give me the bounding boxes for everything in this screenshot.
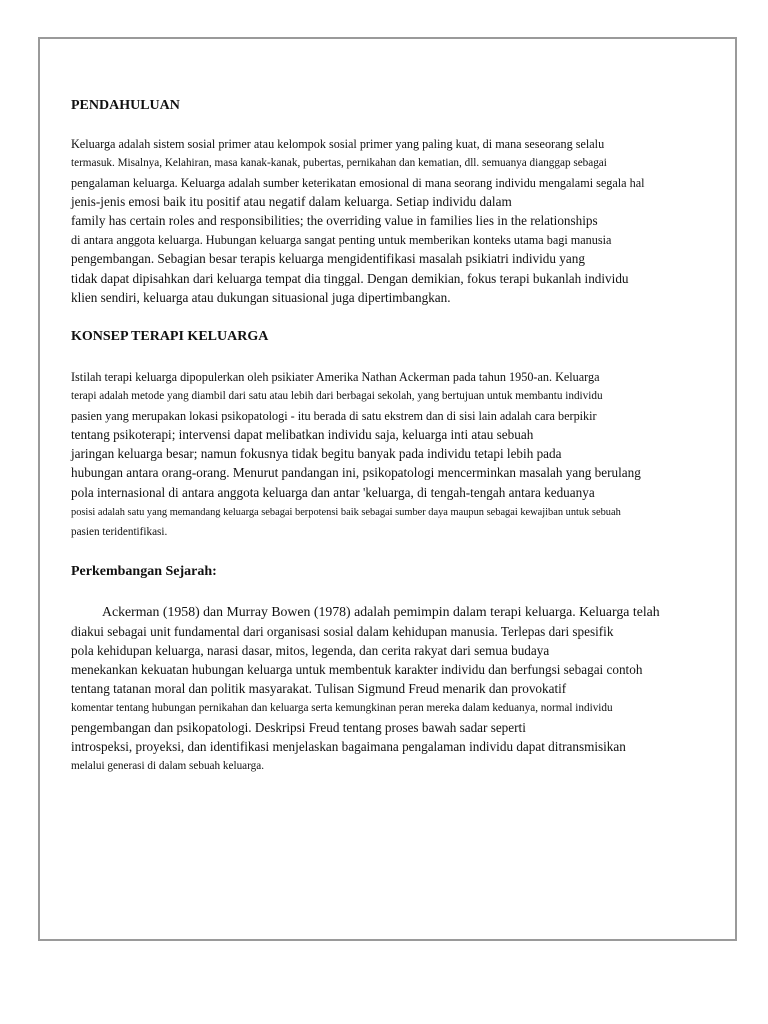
- paragraph-line: pola kehidupan keluarga, narasi dasar, mitos, legenda, dan cerita rakyat dari semua budaya: [71, 643, 550, 658]
- paragraph-line: Ackerman (1958) dan Murray Bowen (1978) adalah pemimpin dalam terapi keluarga. Keluarga telah: [102, 604, 660, 619]
- paragraph-line: pengalaman keluarga. Keluarga adalah sumber keterikatan emosional di mana seorang individu mengalami segala hal: [71, 176, 645, 190]
- paragraph-line: family has certain roles and responsibilities; the overriding value in families lies in the relationships: [71, 213, 598, 228]
- paragraph-line: di antara anggota keluarga. Hubungan keluarga sangat penting untuk memberikan konteks utama bagi manusia: [71, 233, 612, 247]
- paragraph-line: melalui generasi di dalam sebuah keluarga.: [71, 760, 265, 772]
- paragraph-line: menekankan kekuatan hubungan keluarga untuk membentuk karakter individu dan berfungsi sebagai contoh: [71, 662, 643, 677]
- paragraph-line: pengembangan. Sebagian besar terapis keluarga mengidentifikasi masalah psikiatri individu yang: [71, 251, 585, 266]
- paragraph-line: pasien teridentifikasi.: [71, 526, 168, 538]
- section-heading-konsep-terapi-keluarga: KONSEP TERAPI KELUARGA: [71, 329, 269, 344]
- paragraph-line: Istilah terapi keluarga dipopulerkan oleh psikiater Amerika Nathan Ackerman pada tahun 1950-an. Keluarga: [71, 370, 600, 384]
- paragraph-line: pengembangan dan psikopatologi. Deskripsi Freud tentang proses bawah sadar seperti: [71, 720, 526, 735]
- paragraph-line: jenis-jenis emosi baik itu positif atau negatif dalam keluarga. Setiap individu dalam: [71, 194, 512, 209]
- paragraph-line: posisi adalah satu yang memandang keluarga sebagai berpotensi baik sebagai sumber daya maupun sebagai kewajiban untuk sebuah: [71, 507, 621, 518]
- section-heading-perkembangan-sejarah: Perkembangan Sejarah:: [71, 564, 217, 579]
- section-heading-pendahuluan: PENDAHULUAN: [71, 98, 180, 113]
- paragraph-line: klien sendiri, keluarga atau dukungan situasional juga dipertimbangkan.: [71, 290, 451, 305]
- document-page: [38, 37, 737, 941]
- paragraph-line: jaringan keluarga besar; namun fokusnya tidak begitu banyak pada individu tetapi lebih pada: [71, 446, 562, 461]
- paragraph-line: termasuk. Misalnya, Kelahiran, masa kanak-kanak, pubertas, pernikahan dan kematian, dll. semuanya dianggap sebagai: [71, 157, 607, 169]
- paragraph-line: tidak dapat dipisahkan dari keluarga tempat dia tinggal. Dengan demikian, fokus terapi bukanlah individu: [71, 271, 629, 286]
- paragraph-line: hubungan antara orang-orang. Menurut pandangan ini, psikopatologi mencerminkan masalah yang berulang: [71, 465, 641, 480]
- paragraph-line: pola internasional di antara anggota keluarga dan antar 'keluarga, di tengah-tengah antara keduanya: [71, 485, 595, 500]
- paragraph-line: tentang psikoterapi; intervensi dapat melibatkan individu saja, keluarga inti atau sebuah: [71, 427, 534, 442]
- paragraph-line: Keluarga adalah sistem sosial primer atau kelompok sosial primer yang paling kuat, di mana seseorang selalu: [71, 137, 605, 151]
- paragraph-line: introspeksi, proyeksi, dan identifikasi menjelaskan bagaimana pengalaman individu dapat ditransmisikan: [71, 739, 626, 754]
- paragraph-line: terapi adalah metode yang diambil dari satu atau lebih dari berbagai sekolah, yang bertujuan untuk membantu individu: [71, 390, 603, 402]
- paragraph-line: diakui sebagai unit fundamental dari organisasi sosial dalam kehidupan manusia. Terlepas dari spesifik: [71, 624, 614, 639]
- paragraph-line: komentar tentang hubungan pernikahan dan keluarga serta kemungkinan peran mereka dalam keduanya, normal individu: [71, 702, 613, 714]
- paragraph-line: tentang tatanan moral dan politik masyarakat. Tulisan Sigmund Freud menarik dan provokatif: [71, 681, 567, 696]
- paragraph-line: pasien yang merupakan lokasi psikopatologi - itu berada di satu ekstrem dan di sisi lain adalah cara berpikir: [71, 409, 597, 423]
